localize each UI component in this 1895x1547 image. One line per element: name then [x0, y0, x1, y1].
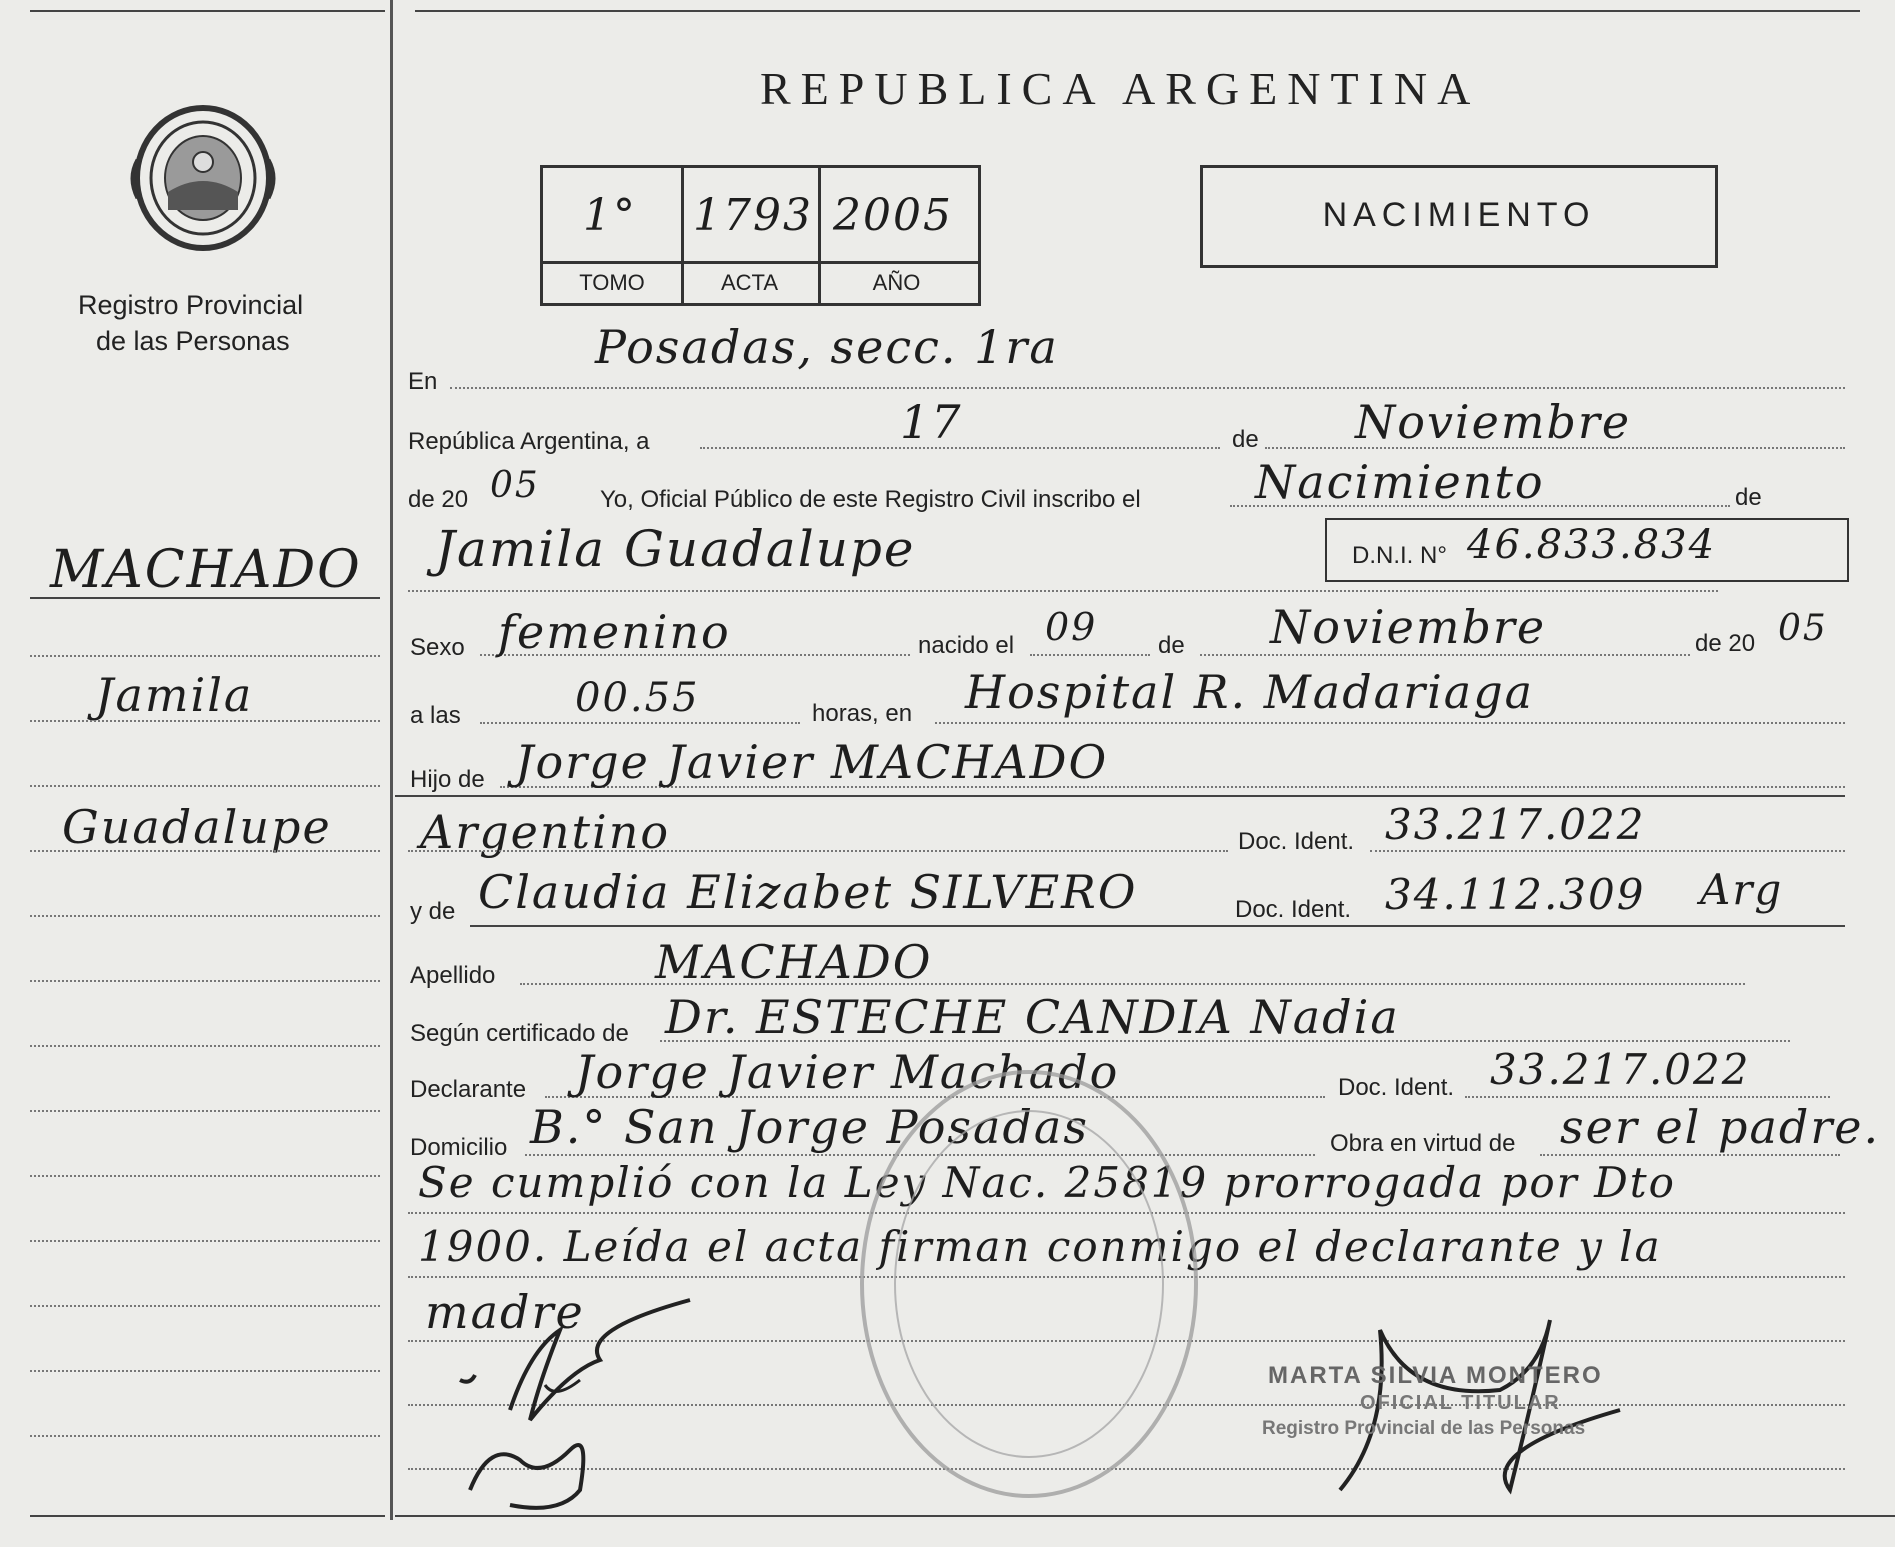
oficial-text: Yo, Oficial Público de este Registro Civil inscribo el — [600, 486, 1141, 513]
nacido-de-label: de — [1158, 632, 1185, 659]
month-value: Noviembre — [1355, 395, 1632, 449]
page-title: REPUBLICA ARGENTINA — [760, 63, 1481, 114]
observation-line-1: Se cumplió con la Ley Nac. 25819 prorrogada por Dto — [418, 1158, 1676, 1207]
observation-line-2: 1900. Leída el acta firman conmigo el declarante y la — [418, 1222, 1662, 1271]
declarante-value: Jorge Javier Machado — [575, 1045, 1120, 1099]
segun-value: Dr. ESTECHE CANDIA Nadia — [665, 990, 1400, 1044]
office-name-line2: de las Personas — [96, 326, 290, 356]
hora-value: 00.55 — [575, 675, 700, 721]
official-stamp — [860, 1070, 1198, 1498]
de-label: de — [1232, 426, 1259, 453]
hijo-label: Hijo de — [410, 766, 485, 793]
de-label-2: de — [1735, 484, 1762, 511]
tomo-label: TOMO — [579, 270, 645, 295]
padre-value: Jorge Javier MACHADO — [515, 735, 1109, 789]
apellido-value: MACHADO — [655, 935, 933, 989]
madre-doc-value: 34.112.309 — [1385, 870, 1646, 919]
obra-value: ser el padre. — [1560, 1100, 1881, 1154]
declarante-doc-label: Doc. Ident. — [1338, 1074, 1455, 1101]
year-prefix-label: de 20 — [408, 486, 469, 513]
margin-given-name-1: Jamila — [95, 668, 254, 722]
yde-label: y de — [410, 898, 456, 925]
margin-given-name-2: Guadalupe — [62, 800, 332, 854]
dni-box — [1325, 518, 1849, 582]
acta-value: 1793 — [693, 190, 813, 241]
lugar-value: Hospital R. Madariaga — [965, 665, 1535, 719]
official-name: MARTA SILVIA MONTERO — [1268, 1362, 1603, 1389]
declarante-label: Declarante — [410, 1076, 527, 1103]
republica-label: República Argentina, a — [408, 428, 650, 455]
acta-label: ACTA — [720, 270, 779, 295]
madre-nacionalidad-value: Arg — [1700, 865, 1784, 914]
anio-label: AÑO — [872, 270, 921, 295]
document-type-label: NACIMIENTO — [1322, 196, 1596, 234]
sexo-label: Sexo — [410, 634, 465, 661]
nacido-month-value: Noviembre — [1270, 600, 1547, 654]
nacido-year-value: 05 — [1778, 608, 1828, 649]
official-office: Registro Provincial de las Personas — [1262, 1418, 1586, 1439]
province-seal-logo — [128, 100, 278, 255]
anio-value: 2005 — [833, 190, 953, 241]
nacido-label: nacido el — [918, 632, 1015, 659]
dni-value: 46.833.834 — [1467, 522, 1717, 568]
nacido-year-prefix: de 20 — [1695, 630, 1756, 657]
bottom-rule-left — [30, 1515, 385, 1517]
child-name-value: Jamila Guadalupe — [435, 520, 916, 578]
madre-doc-label: Doc. Ident. — [1235, 896, 1352, 923]
document-type-box — [1200, 165, 1718, 268]
declarante-doc-value: 33.217.022 — [1490, 1045, 1751, 1094]
padre-doc-label: Doc. Ident. — [1238, 828, 1355, 855]
margin-surname: MACHADO — [50, 540, 362, 600]
day-value: 17 — [900, 395, 963, 449]
a-las-label: a las — [410, 702, 461, 729]
nacido-day-value: 09 — [1045, 605, 1098, 649]
domicilio-value: B.° San Jorge Posadas — [530, 1100, 1089, 1154]
observation-line-3: madre — [425, 1285, 585, 1339]
en-label: En — [408, 368, 438, 395]
column-divider — [390, 0, 393, 1520]
padre-doc-value: 33.217.022 — [1385, 800, 1646, 849]
declarante-signature — [450, 1290, 710, 1520]
office-name-line1: Registro Provincial — [78, 290, 304, 320]
official-role: OFICIAL TITULAR — [1360, 1392, 1561, 1414]
sexo-value: femenino — [498, 605, 731, 659]
en-value: Posadas, secc. 1ra — [595, 320, 1059, 374]
madre-value: Claudia Elizabet SILVERO — [478, 865, 1138, 919]
record-number-box — [540, 165, 981, 306]
tomo-value: 1° — [583, 190, 637, 241]
year-value: 05 — [490, 465, 540, 506]
obra-label: Obra en virtud de — [1330, 1130, 1516, 1157]
padre-nacionalidad-value: Argentino — [420, 805, 671, 859]
inscribo-value: Nacimiento — [1255, 455, 1545, 509]
top-rule-left — [30, 10, 385, 12]
dni-label: D.N.I. N° — [1352, 542, 1447, 569]
segun-label: Según certificado de — [410, 1020, 629, 1047]
domicilio-label: Domicilio — [410, 1134, 508, 1161]
horas-label: horas, en — [812, 700, 913, 727]
top-rule-right — [415, 10, 1860, 12]
apellido-label: Apellido — [410, 962, 496, 989]
